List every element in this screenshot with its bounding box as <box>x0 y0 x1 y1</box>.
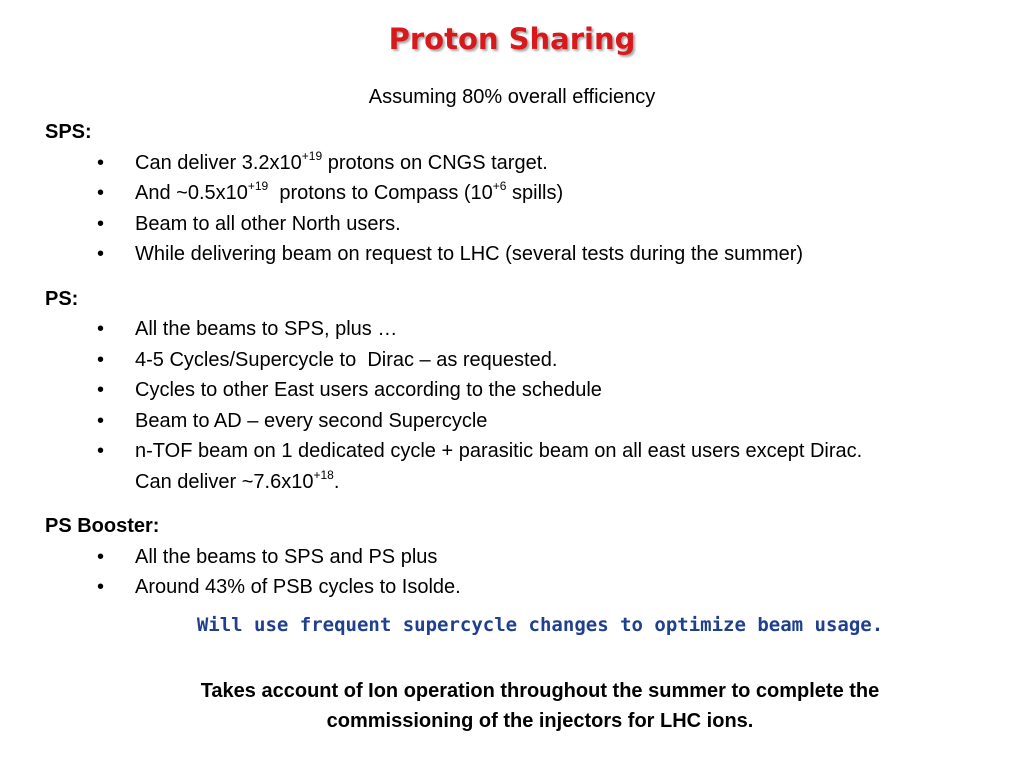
bullet-dot: • <box>97 440 105 462</box>
superscript: +19 <box>301 148 323 163</box>
bullet-text: Around 43% of PSB cycles to Isolde. <box>135 576 461 598</box>
footer-line: Takes account of Ion operation throughout the summer to complete the <box>200 680 880 702</box>
bullet-item <box>45 406 1005 437</box>
bullet-item <box>45 148 1005 179</box>
bullet-text: protons to Compass (10 <box>268 182 493 204</box>
bullet-item <box>45 375 1005 406</box>
slide-body <box>45 117 1005 617</box>
bullet-text: While delivering beam on request to LHC (several tests during the summer) <box>135 243 804 265</box>
bullet-text: n-TOF beam on 1 dedicated cycle + parasitic beam on all east users except Dirac. <box>135 440 863 462</box>
superscript: +19 <box>247 179 269 194</box>
bullet-text: Can deliver ~7.6x10 <box>135 470 314 493</box>
bullet-text: . <box>333 470 340 493</box>
bullet-text: spills) <box>506 182 564 204</box>
bullet-dot: • <box>97 151 105 174</box>
bullet-text: 4-5 Cycles/Supercycle to Dirac – as requested. <box>135 348 558 371</box>
bullet-item <box>45 345 1005 376</box>
bullet-item <box>45 178 1005 209</box>
slide-title: Proton Sharing <box>388 22 636 56</box>
section-heading-ps: PS: <box>45 287 79 310</box>
slide-subtitle: Assuming 80% overall efficiency <box>368 86 656 108</box>
bullet-dot: • <box>97 243 105 265</box>
footer-line: commissioning of the injectors for LHC ions. <box>326 710 754 732</box>
bullet-dot: • <box>97 182 105 204</box>
bullet-dot: • <box>97 212 105 235</box>
section-heading-sps: SPS: <box>45 121 92 143</box>
bullet-dot: • <box>97 409 105 432</box>
bullet-list-sps <box>45 148 1005 270</box>
bullet-text: And ~0.5x10 <box>135 182 248 204</box>
bullet-text: All the beams to SPS, plus … <box>135 318 398 340</box>
footer-note <box>0 676 1024 736</box>
bullet-dot: • <box>97 576 105 598</box>
bullet-item <box>45 239 1005 270</box>
bullet-dot: • <box>97 545 105 568</box>
highlight-statement: Will use frequent supercycle changes to optimize beam usage. <box>196 614 884 636</box>
superscript: +6 <box>492 179 507 194</box>
bullet-text: Cycles to other East users according to the schedule <box>135 379 602 401</box>
bullet-item <box>45 542 1005 573</box>
bullet-text: All the beams to SPS and PS plus <box>135 545 438 568</box>
bullet-item <box>45 209 1005 240</box>
bullet-list-ps <box>45 314 1005 497</box>
bullet-item <box>45 572 1005 603</box>
bullet-text: Can deliver 3.2x10 <box>135 151 302 174</box>
bullet-dot: • <box>97 348 105 371</box>
superscript: +18 <box>313 467 334 482</box>
section-heading-ps-booster: PS Booster: <box>45 515 160 537</box>
bullet-dot: • <box>97 318 105 340</box>
bullet-text: Beam to AD – every second Supercycle <box>135 409 488 432</box>
bullet-text: Beam to all other North users. <box>135 212 401 235</box>
bullet-text: protons on CNGS target. <box>322 151 548 174</box>
bullet-dot: • <box>97 379 105 401</box>
bullet-item <box>45 314 1005 345</box>
bullet-list-ps-booster <box>45 542 1005 603</box>
bullet-item <box>45 436 1005 497</box>
